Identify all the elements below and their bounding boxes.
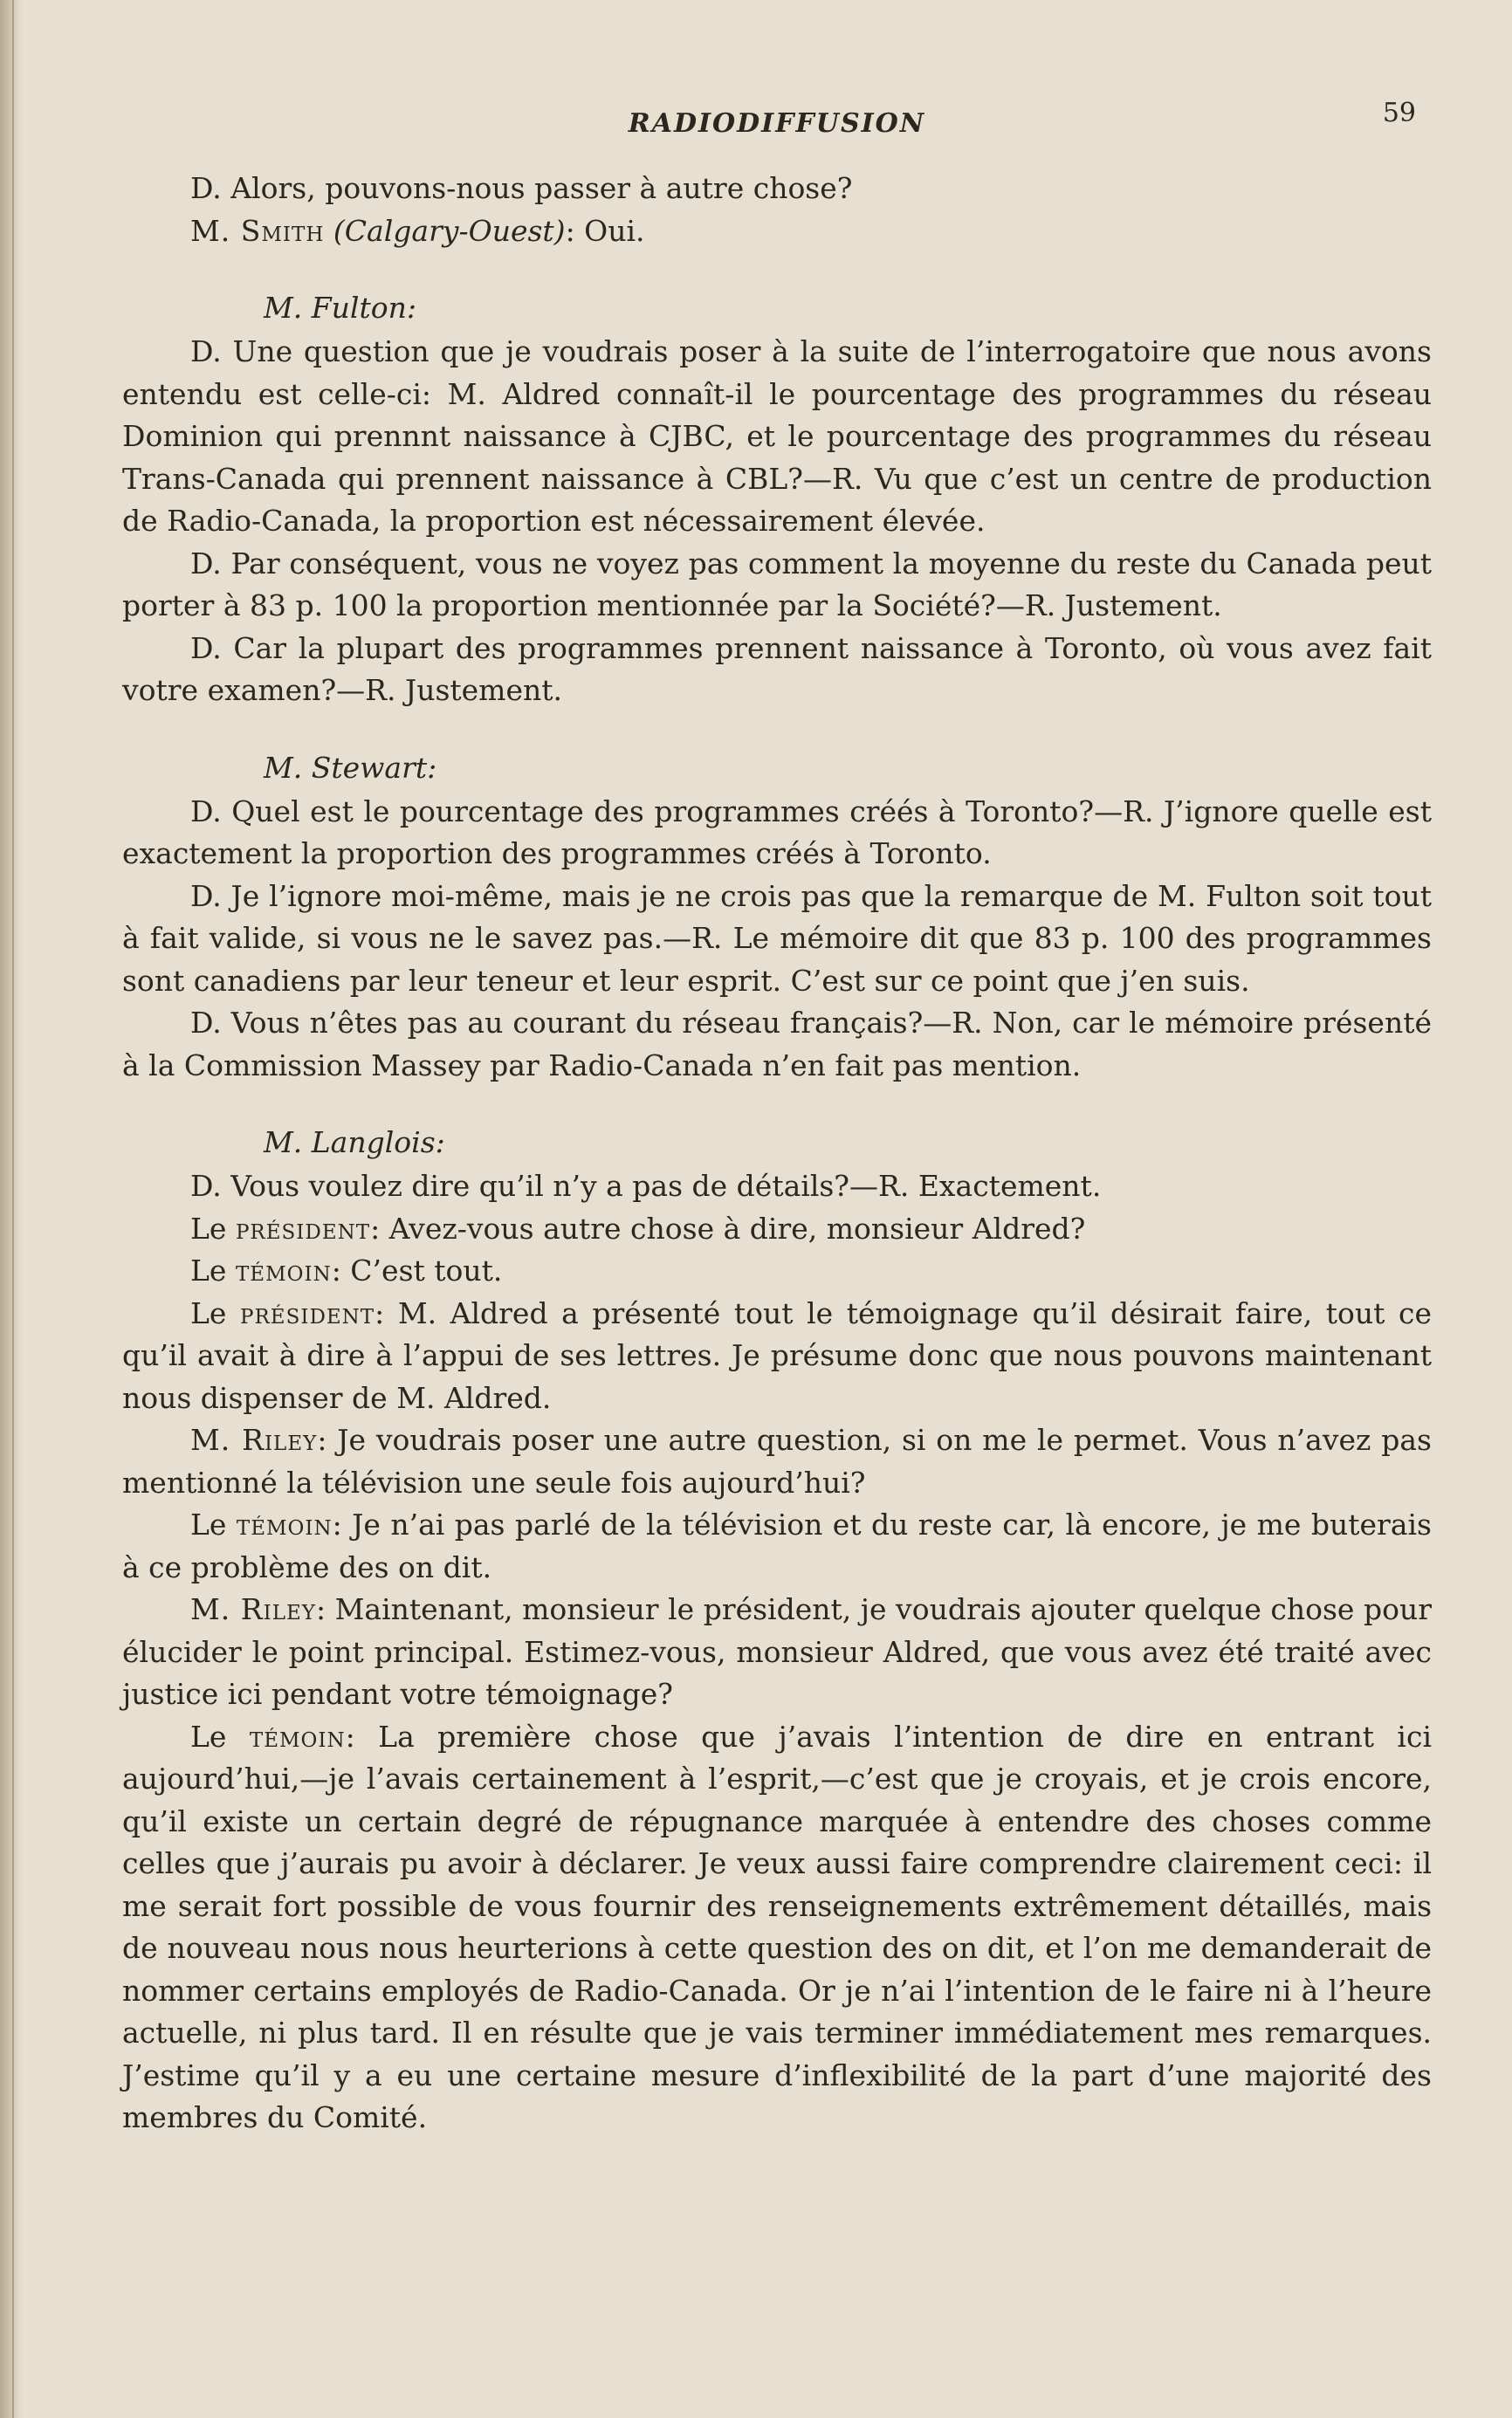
speaker-prefix: Le bbox=[190, 1254, 227, 1288]
document-page bbox=[122, 98, 1432, 2367]
speaker-paragraph bbox=[122, 1504, 1432, 1589]
speaker-riding: (Calgary-Ouest) bbox=[333, 213, 566, 248]
speaker-prefix: Le bbox=[190, 1211, 227, 1246]
question-paragraph: D. Une question que je voudrais poser à la suite de l’interrogatoire que nous avons entendu est celle-ci: M. Aldred connaît-il le pourcentage des programmes du réseau Dominion qui prennnt naissance à CJBC, et le pourcentage des programmes du réseau Trans-Canada qui prennent naissance à CBL?—R. Vu que c’est un centre de production de Radio-Canada, la proportion est nécessairement élevée. bbox=[122, 334, 1432, 538]
speaker-heading-fulton: M. Fulton: bbox=[264, 291, 416, 325]
speaker-prefix: Le bbox=[190, 1295, 227, 1330]
speaker-name: président bbox=[235, 1211, 371, 1246]
speaker-text: : C’est tout. bbox=[331, 1254, 503, 1288]
question-paragraph: D. Vous n’êtes pas au courant du réseau français?—R. Non, car le mémoire présenté à la Commission Massey par Radio-Canada n’en fait pas mention. bbox=[122, 1006, 1432, 1082]
page-number: 59 bbox=[1382, 98, 1416, 128]
speaker-name: témoin bbox=[236, 1508, 333, 1542]
speaker-paragraph bbox=[122, 210, 1432, 253]
speaker-prefix: Le bbox=[190, 1719, 227, 1754]
speaker-name: M. Smith bbox=[190, 213, 325, 248]
speaker-paragraph bbox=[122, 1419, 1432, 1504]
speaker-name: témoin bbox=[235, 1254, 332, 1288]
question-paragraph: D. Car la plupart des programmes prennent naissance à Toronto, où vous avez fait votre examen?—R. Justement. bbox=[122, 630, 1432, 707]
speaker-text: : Avez-vous autre chose à dire, monsieur Aldred? bbox=[370, 1211, 1086, 1246]
speaker-name: M. Riley bbox=[190, 1592, 316, 1626]
speaker-paragraph bbox=[122, 1589, 1432, 1716]
question-paragraph: D. Vous voulez dire qu’il n’y a pas de détails?—R. Exactement. bbox=[190, 1169, 1102, 1203]
speaker-paragraph bbox=[122, 1293, 1432, 1420]
question-paragraph: D. Je l’ignore moi-même, mais je ne crois pas que la remarque de M. Fulton soit tout à fait valide, si vous ne le savez pas.—R. Le mémoire dit que 83 p. 100 des programmes sont canadiens par leur teneur et leur esprit. C’est sur ce point que j’en suis. bbox=[122, 878, 1432, 998]
speaker-text: : Oui. bbox=[565, 213, 645, 248]
speaker-text: : La première chose que j’avais l’intention de dire en entrant ici aujourd’hui,—je l’avais certainement à l’esprit,—c’est que je croyais, et je crois encore, qu’il existe un certain degré de répugnance marquée à entendre des choses comme celles que j’aurais pu avoir à déclarer. Je veux aussi faire comprendre clairement ceci: il me serait fort possible de vous fournir des renseignements extrêmement détaillés, mais de nouveau nous nous heurterions à cette question des on dit, et l’on me demanderait de nommer certains employés de Radio-Canada. Or je n’ai l’intention de le faire ni à l’heure actuelle, ni plus tard. Il en résulte que je vais terminer immédiatement mes remarques. J’estime qu’il y a eu une certaine mesure d’inflexibilité de la part d’une majorité des membres du Comité. bbox=[122, 1719, 1432, 2134]
speaker-prefix: Le bbox=[190, 1508, 227, 1542]
speaker-name: témoin bbox=[249, 1719, 346, 1754]
speaker-name: président bbox=[240, 1295, 375, 1330]
speaker-text: : M. Aldred a présenté tout le témoignage qu’il désirait faire, tout ce qu’il avait à dire à l’appui de ses lettres. Je présume donc que nous pouvons maintenant nous dispenser de M. Aldred. bbox=[122, 1295, 1432, 1415]
page-body bbox=[122, 168, 1432, 2140]
page-binding-edge bbox=[0, 0, 23, 2418]
page-binding-line bbox=[12, 0, 14, 2418]
speaker-text: : Maintenant, monsieur le président, je voudrais ajouter quelque chose pour élucider le point principal. Estimez-vous, monsieur Aldred, que vous avez été traité avec justice ici pendant votre témoignage? bbox=[122, 1592, 1432, 1711]
question-paragraph: D. Par conséquent, vous ne voyez pas comment la moyenne du reste du Canada peut porter à 83 p. 100 la proportion mentionnée par la Société?—R. Justement. bbox=[122, 546, 1432, 622]
page-header bbox=[122, 98, 1432, 147]
question-paragraph: D. Alors, pouvons-nous passer à autre chose? bbox=[190, 171, 853, 205]
speaker-paragraph bbox=[122, 1250, 1432, 1293]
speaker-heading-langlois: M. Langlois: bbox=[264, 1125, 445, 1159]
speaker-paragraph bbox=[122, 1716, 1432, 2140]
speaker-heading-stewart: M. Stewart: bbox=[264, 750, 437, 785]
running-head: RADIODIFFUSION bbox=[628, 108, 926, 139]
question-paragraph: D. Quel est le pourcentage des programmes créés à Toronto?—R. J’ignore quelle est exactement la proportion des programmes créés à Toronto. bbox=[122, 793, 1432, 870]
speaker-text: : Je n’ai pas parlé de la télévision et du reste car, là encore, je me buterais à ce problème des on dit. bbox=[122, 1508, 1432, 1584]
speaker-name: M. Riley bbox=[190, 1423, 318, 1457]
speaker-paragraph bbox=[122, 1208, 1432, 1251]
speaker-text: : Je voudrais poser une autre question, si on me le permet. Vous n’avez pas mentionné la télévision une seule fois aujourd’hui? bbox=[122, 1423, 1432, 1500]
